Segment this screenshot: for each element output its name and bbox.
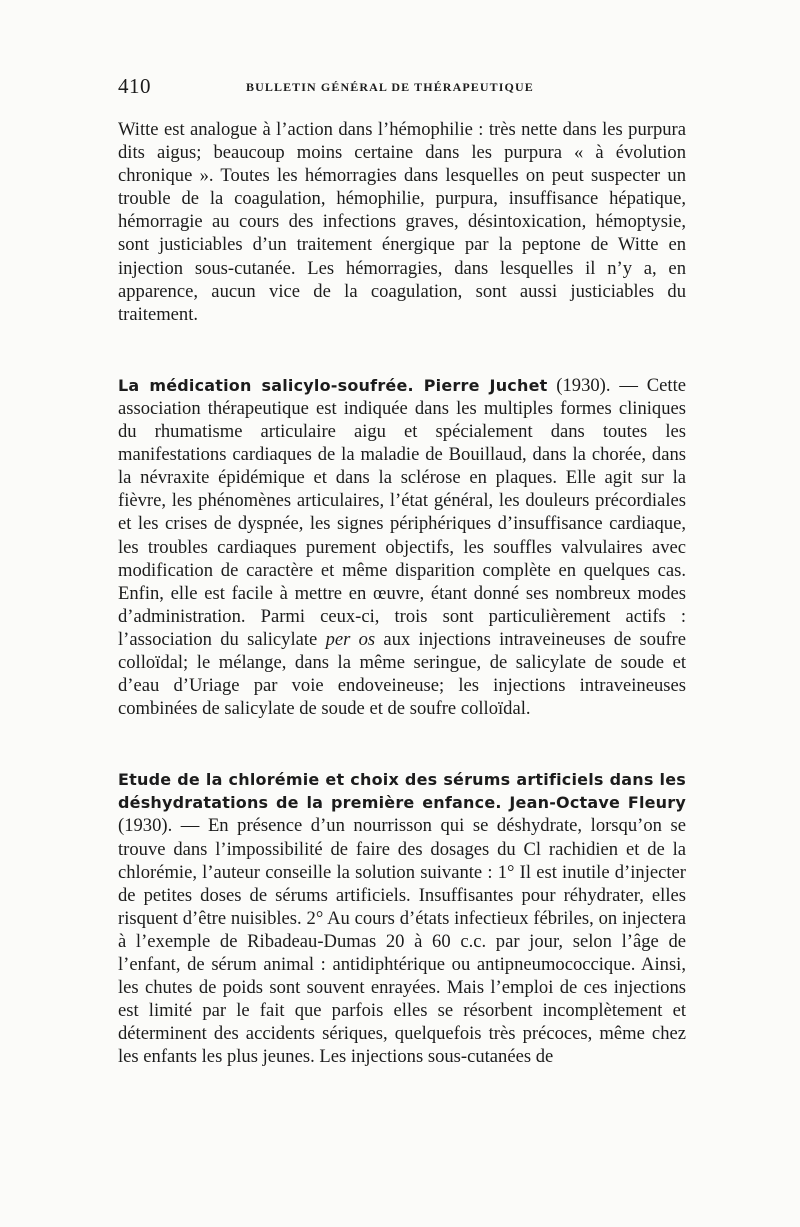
paragraph-salicylo-soufree (118, 374, 686, 720)
article-title-chloremie: Etude de la chlorémie et choix des sérums artificiels dans les déshydratations de la première enfance. Jean-Octave Fleury (118, 770, 686, 813)
article-year: (1930). — (118, 815, 208, 837)
article-title-salicylo-soufree: La médication salicylo-soufrée. Pierre Juchet (118, 375, 548, 395)
page-number: 410 (118, 74, 151, 98)
article-body-continued: aux injections intraveineuses de soufre colloïdal; le mélange, dans la même seringue, de salicylate de soude et d’eau d’Uriage par voie endoveineuse; les injections intraveineuses combinées de salicylate de soude et de soufre colloïdal. (118, 628, 687, 720)
article-body: Cette association thérapeutique est indiquée dans les multiples formes cliniques du rhumatisme articulaire aigu et spécialement dans toutes les manifestations cardiaques de la maladie de Bouillaud, dans la chorée, dans la névraxite épidémique et dans la sclérose en plaques. Elle agit sur la fièvre, les phénomènes articulaires, l’état général, les douleurs précordiales et les crises de dyspnée, les signes périphériques d’insuffisance cardiaque, les troubles cardiaques purement objectifs, les souffles valvulaires avec modification de caractère et même disparition complète en quelques cas. Enfin, elle est facile à mettre en œuvre, étant donné ses nombreux modes d’administration. Parmi ceux-ci, trois sont particulièrement actifs : l’association du salicylate (118, 374, 686, 650)
page-header (118, 74, 688, 104)
body-text (118, 118, 686, 1068)
article-body: En présence d’un nourrisson qui se déshydrate, lorsqu’on se trouve dans l’impossibilité de faire des dosages du Cl rachidien et de la chlorémie, l’auteur conseille la solution suivante : 1° Il est inutile d’injecter de petites doses de sérums artificiels. Insuffisantes pour réhydrater, elles risquent d’être nuisibles. 2° Au cours d’états infectieux fébriles, on injectera à l’exemple de Ribadeau-Dumas 20 à 60 c.c. par jour, selon l’âge de l’enfant, de sérum animal : antidiphtérique ou antipneumococcique. Ainsi, les chutes de poids sont souvent enrayées. Mais l’emploi de ces injections est limité par le fait que parfois elles se résorbent incomplètement et déterminent des accidents sériques, quelquefois très précoces, même chez les enfants les plus jeunes. Les injections sous-cutanées de (118, 815, 686, 1068)
paragraph-chloremie (118, 768, 686, 1068)
running-title: BULLETIN GÉNÉRAL DE THÉRAPEUTIQUE (246, 80, 534, 94)
italic-phrase: per os (325, 628, 376, 650)
paragraph-hemorrhage: Witte est analogue à l’action dans l’hémophilie : très nette dans les purpura dits aigus; beaucoup moins certaine dans les purpura « à évolution chronique ». Toutes les hémorragies dans lesquelles on peut suspecter un trouble de la coagulation, hémophilie, purpura, insuffisance hépatique, hémorragie au cours des infections graves, désintoxication, hémoptysie, sont justiciables d’un traitement énergique par la peptone de Witte en injection sous-cutanée. Les hémorragies, dans lesquelles il n’y a, en apparence, aucun vice de la coagulation, sont aussi justiciables du traitement. (118, 119, 686, 325)
article-year: (1930). — (547, 374, 647, 396)
